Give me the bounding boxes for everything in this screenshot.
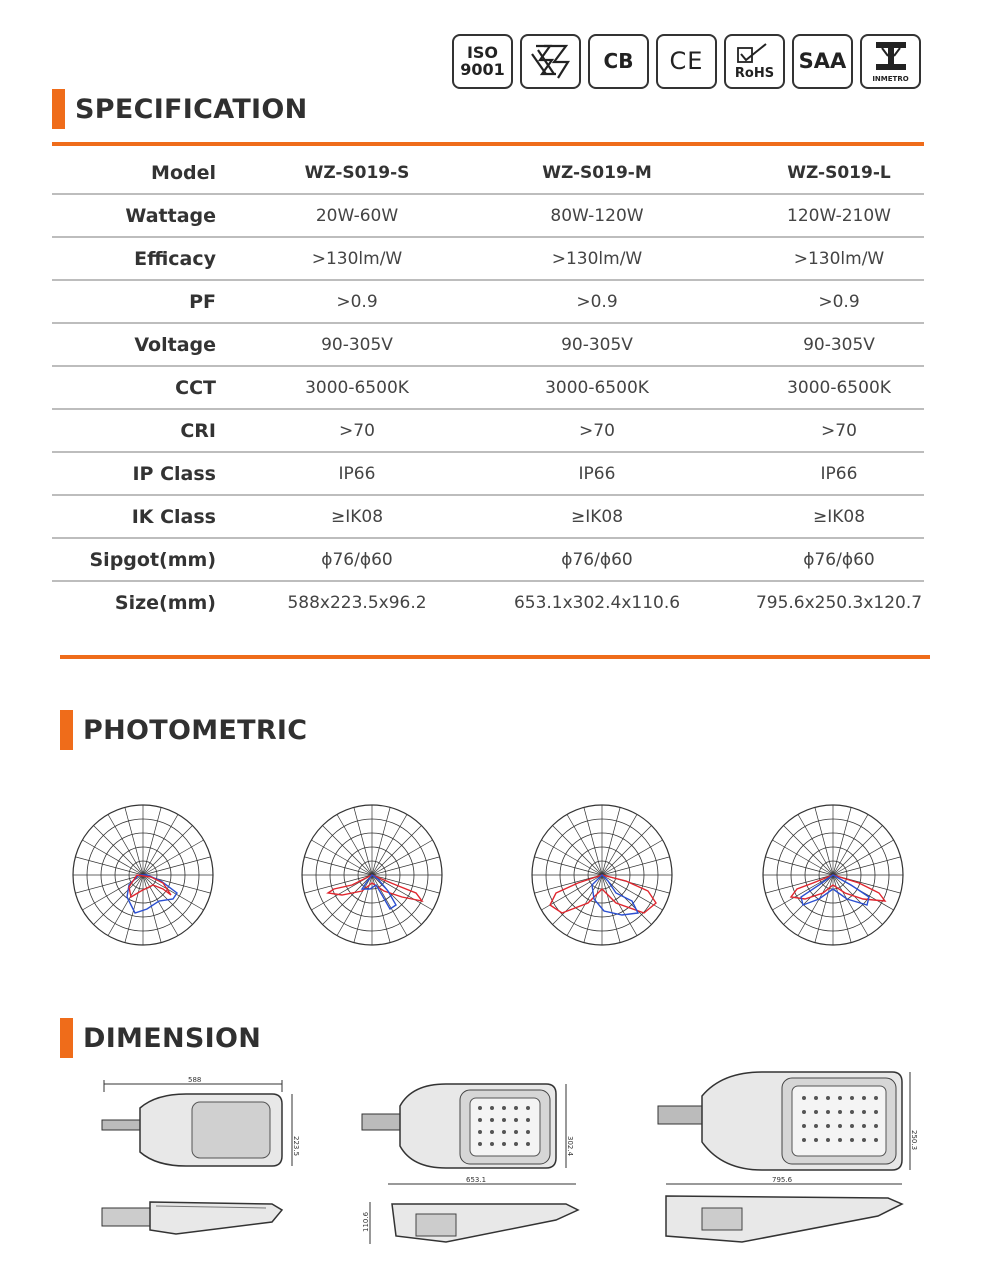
spec-row-pf	[52, 281, 924, 324]
polar-grid-spoke	[323, 875, 373, 925]
polar-grid-spoke	[372, 807, 390, 875]
polar-grid-spoke	[584, 807, 602, 875]
polar-grid-spoke	[798, 814, 833, 875]
polar-grid-spoke	[143, 875, 204, 910]
polar-grid-spoke	[833, 840, 894, 875]
polar-grid-spoke	[833, 807, 851, 875]
saa-badge	[792, 34, 853, 89]
spec-row-ik-class	[52, 496, 924, 539]
spec-value: 588x223.5x96.2	[287, 593, 427, 613]
dim-l-length: 795.6	[772, 1176, 793, 1184]
polar-grid-spoke	[75, 875, 143, 893]
polar-grid-spoke	[602, 857, 670, 875]
spec-label: IK Class	[131, 506, 216, 528]
spec-row-efficacy	[52, 238, 924, 281]
spec-value: >130lm/W	[551, 249, 643, 269]
dim-s-width: 223.5	[292, 1136, 300, 1157]
spec-label: IP Class	[132, 463, 216, 485]
polar-diagram-3	[527, 800, 677, 950]
spec-label: Voltage	[134, 334, 216, 356]
dim-m-length: 653.1	[466, 1176, 487, 1184]
spec-label: Size(mm)	[114, 592, 216, 614]
spec-label: Wattage	[125, 205, 216, 227]
eac-mark-icon	[526, 40, 576, 84]
spec-label: PF	[189, 291, 216, 313]
spec-value: 3000-6500K	[787, 378, 891, 398]
polar-grid-spoke	[833, 826, 883, 876]
spec-value: IP66	[338, 464, 376, 484]
polar-grid-spoke	[372, 840, 433, 875]
polar-grid-spoke	[108, 875, 143, 936]
dimension-side-view-l	[652, 1176, 912, 1256]
dimension-heading	[60, 1018, 261, 1058]
eac-badge	[520, 34, 581, 89]
polar-grid-spoke	[772, 840, 833, 875]
polar-grid-spoke	[567, 875, 602, 936]
spec-value: 653.1x302.4x110.6	[513, 593, 681, 613]
spec-value: 20W-60W	[315, 206, 399, 226]
iso-badge-line2: 9001	[460, 59, 505, 79]
spec-value: ≥IK08	[570, 507, 624, 527]
spec-value: >0.9	[818, 292, 860, 312]
model-l: WZ-S019-L	[787, 163, 891, 183]
spec-value: 80W-120W	[550, 206, 644, 226]
spec-value: 3000-6500K	[545, 378, 649, 398]
ce-badge-text: CE	[669, 46, 704, 75]
specification-heading	[52, 89, 308, 129]
polar-grid-spoke	[553, 826, 603, 876]
spec-value: >70	[339, 421, 375, 441]
polar-diagram-2	[297, 800, 447, 950]
polar-grid-spoke	[311, 840, 372, 875]
inmetro-badge-text: INMETRO	[872, 74, 909, 83]
spec-row-wattage	[52, 195, 924, 238]
spec-value: >130lm/W	[311, 249, 403, 269]
polar-grid-spoke	[584, 875, 602, 943]
rohs-badge	[724, 34, 785, 89]
spec-value: ϕ76/ϕ60	[803, 550, 875, 570]
photometric-heading	[60, 710, 307, 750]
spec-value: ϕ76/ϕ60	[321, 550, 393, 570]
cb-badge	[588, 34, 649, 89]
dim-m-height: 110.6	[362, 1211, 370, 1232]
dimension-side-view-s	[96, 1194, 296, 1248]
model-m: WZ-S019-M	[542, 163, 652, 183]
dim-m-width: 302.4	[566, 1136, 574, 1157]
dimension-title: DIMENSION	[83, 1022, 262, 1054]
polar-grid-spoke	[323, 826, 373, 876]
certification-badges	[452, 34, 922, 90]
spec-value: >0.9	[576, 292, 618, 312]
dimension-top-view-l	[652, 1066, 922, 1176]
polar-grid-spoke	[94, 875, 144, 925]
polar-grid-spoke	[125, 807, 143, 875]
spec-header-row	[52, 152, 924, 195]
polar-grid-spoke	[541, 840, 602, 875]
spec-label: Sipgot(mm)	[89, 549, 216, 571]
iso-badge-line1: ISO	[466, 42, 499, 62]
polar-grid-spoke	[602, 814, 637, 875]
dim-s-length: 588	[188, 1076, 202, 1084]
polar-grid-spoke	[143, 807, 161, 875]
polar-grid-spoke	[784, 875, 834, 925]
spec-value: 795.6x250.3x120.7	[755, 593, 923, 613]
spec-value: ≥IK08	[812, 507, 866, 527]
spec-row-cri	[52, 410, 924, 453]
spec-top-rule	[52, 142, 924, 146]
polar-grid-spoke	[534, 857, 602, 875]
polar-grid-spoke	[337, 814, 372, 875]
polar-grid-spoke	[833, 875, 851, 943]
polar-grid-spoke	[765, 857, 833, 875]
polar-grid-spoke	[372, 857, 440, 875]
spec-value: 90-305V	[321, 335, 393, 355]
spec-value: >0.9	[336, 292, 378, 312]
polar-grid-spoke	[143, 826, 193, 876]
spec-row-size	[52, 582, 924, 630]
polar-grid-spoke	[94, 826, 144, 876]
polar-grid-spoke	[108, 814, 143, 875]
polar-grid-spoke	[372, 814, 407, 875]
spec-value: 120W-210W	[787, 206, 891, 226]
polar-grid-spoke	[143, 814, 178, 875]
spec-value: 90-305V	[803, 335, 875, 355]
spec-value: >70	[579, 421, 615, 441]
polar-grid-spoke	[765, 875, 833, 893]
model-s: WZ-S019-S	[304, 163, 410, 183]
photometric-title: PHOTOMETRIC	[83, 714, 308, 746]
spec-value: IP66	[578, 464, 616, 484]
cb-badge-text: CB	[603, 49, 634, 73]
spec-label: Model	[151, 162, 216, 184]
polar-grid-spoke	[354, 807, 372, 875]
heading-accent-bar	[52, 89, 65, 129]
spec-value: >130lm/W	[793, 249, 885, 269]
polar-grid-spoke	[567, 814, 602, 875]
polar-grid-spoke	[143, 857, 211, 875]
spec-value: 3000-6500K	[305, 378, 409, 398]
specification-title: SPECIFICATION	[75, 93, 308, 125]
spec-row-voltage	[52, 324, 924, 367]
spec-row-spigot	[52, 539, 924, 582]
spec-value: 90-305V	[561, 335, 633, 355]
polar-grid-spoke	[602, 807, 620, 875]
curve-c0	[550, 875, 656, 913]
polar-grid-spoke	[75, 857, 143, 875]
spec-label: CRI	[180, 420, 216, 442]
polar-grid-spoke	[143, 840, 204, 875]
spec-table	[52, 152, 924, 630]
dimension-top-view-m	[356, 1076, 576, 1176]
polar-grid-spoke	[372, 875, 407, 936]
polar-diagram-4	[758, 800, 908, 950]
polar-grid-spoke	[833, 814, 868, 875]
spec-value: >70	[821, 421, 857, 441]
spec-row-ip-class	[52, 453, 924, 496]
polar-grid-spoke	[602, 840, 663, 875]
polar-grid-spoke	[602, 826, 652, 876]
spec-label: CCT	[175, 377, 216, 399]
heading-accent-bar	[60, 710, 73, 750]
saa-badge-text: SAA	[798, 49, 847, 74]
spec-bottom-rule	[60, 655, 930, 659]
spec-value: IP66	[820, 464, 858, 484]
iso-9001-badge	[452, 34, 513, 89]
spec-value: ϕ76/ϕ60	[561, 550, 633, 570]
polar-grid-spoke	[833, 857, 901, 875]
polar-diagram-1	[68, 800, 218, 950]
dim-l-width: 250.3	[910, 1130, 918, 1151]
ce-badge	[656, 34, 717, 89]
polar-grid-spoke	[372, 826, 422, 876]
rohs-badge-text: RoHS	[734, 65, 775, 81]
polar-grid-spoke	[815, 807, 833, 875]
inmetro-badge	[860, 34, 921, 89]
spec-row-cct	[52, 367, 924, 410]
polar-grid-spoke	[304, 857, 372, 875]
spec-value: ≥IK08	[330, 507, 384, 527]
polar-grid-spoke	[125, 875, 143, 943]
polar-grid-spoke	[143, 875, 178, 936]
rohs-check-icon	[736, 42, 776, 68]
dimension-top-view-s	[96, 1076, 300, 1176]
polar-grid-spoke	[82, 840, 143, 875]
heading-accent-bar	[60, 1018, 73, 1058]
dimension-side-view-m	[356, 1176, 586, 1256]
spec-label: Efficacy	[134, 248, 216, 270]
curve-c0	[129, 875, 171, 897]
polar-grid-spoke	[784, 826, 834, 876]
